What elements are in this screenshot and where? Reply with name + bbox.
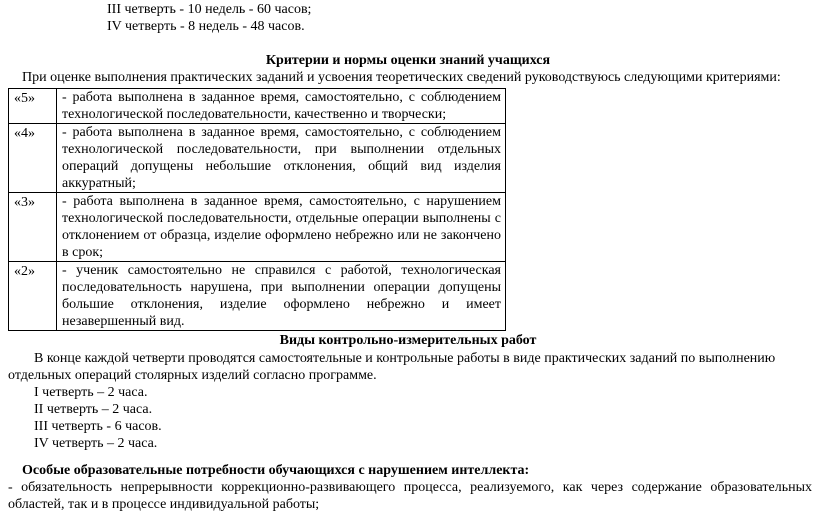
grade-cell: «4» — [9, 124, 57, 193]
control-paragraph-line-2: отдельных операций столярных изделий согласно программе. — [8, 368, 377, 383]
grade-cell: «2» — [9, 262, 57, 331]
table-row — [9, 124, 506, 193]
criteria-table — [8, 88, 506, 331]
grade-cell: «3» — [9, 193, 57, 262]
criteria-title: Критерии и нормы оценки знаний учащихся — [265, 53, 551, 68]
header-line-q3: III четверть - 10 недель - 60 часов; — [107, 2, 312, 17]
quarter-hours-3: III четверть - 6 часов. — [34, 419, 162, 434]
criterion-text: - работа выполнена в заданное время, самостоятельно, с соблюдением технологической последовательности, качественно и творчески; — [57, 89, 506, 124]
table-row — [9, 193, 506, 262]
criteria-intro: При оценке выполнения практических заданий и усвоения теоретических сведений руководствуюсь следующими критериями: — [22, 70, 781, 85]
criterion-text: - работа выполнена в заданное время, самостоятельно, с соблюдением технологической последовательности, при выполнении отдельных операций допущены небольшие отклонения, общий вид изделия аккуратный; — [57, 124, 506, 193]
grade-cell: «5» — [9, 89, 57, 124]
needs-line-1: - обязательность непрерывности коррекционно-развивающего процесса, реализуемого, как через содержание образовательных — [8, 480, 812, 495]
quarter-hours-2: II четверть – 2 часа. — [34, 402, 153, 417]
table-row — [9, 262, 506, 331]
criterion-text: - ученик самостоятельно не справился с работой, технологическая последовательность нарушена, при выполнении операции допущены большие отклонения, изделие оформлено небрежно и имеет незавершенный вид. — [57, 262, 506, 331]
quarter-hours-1: I четверть – 2 часа. — [34, 385, 148, 400]
control-paragraph-line-1: В конце каждой четверти проводятся самостоятельные и контрольные работы в виде практических заданий по выполнению — [34, 351, 776, 366]
quarter-hours-4: IV четверть – 2 часа. — [34, 436, 158, 451]
control-title: Виды контрольно-измерительных работ — [279, 333, 537, 348]
table-row — [9, 89, 506, 124]
header-line-q4: IV четверть - 8 недель - 48 часов. — [107, 19, 305, 34]
criterion-text: - работа выполнена в заданное время, самостоятельно, с нарушением технологической последовательности, отдельные операции выполнены с отклонением от образца, изделие оформлено небрежно или не закончено в срок; — [57, 193, 506, 262]
needs-title: Особые образовательные потребности обучающихся с нарушением интеллекта: — [22, 463, 530, 478]
needs-line-2: областей, так и в процессе индивидуальной работы; — [8, 497, 320, 512]
